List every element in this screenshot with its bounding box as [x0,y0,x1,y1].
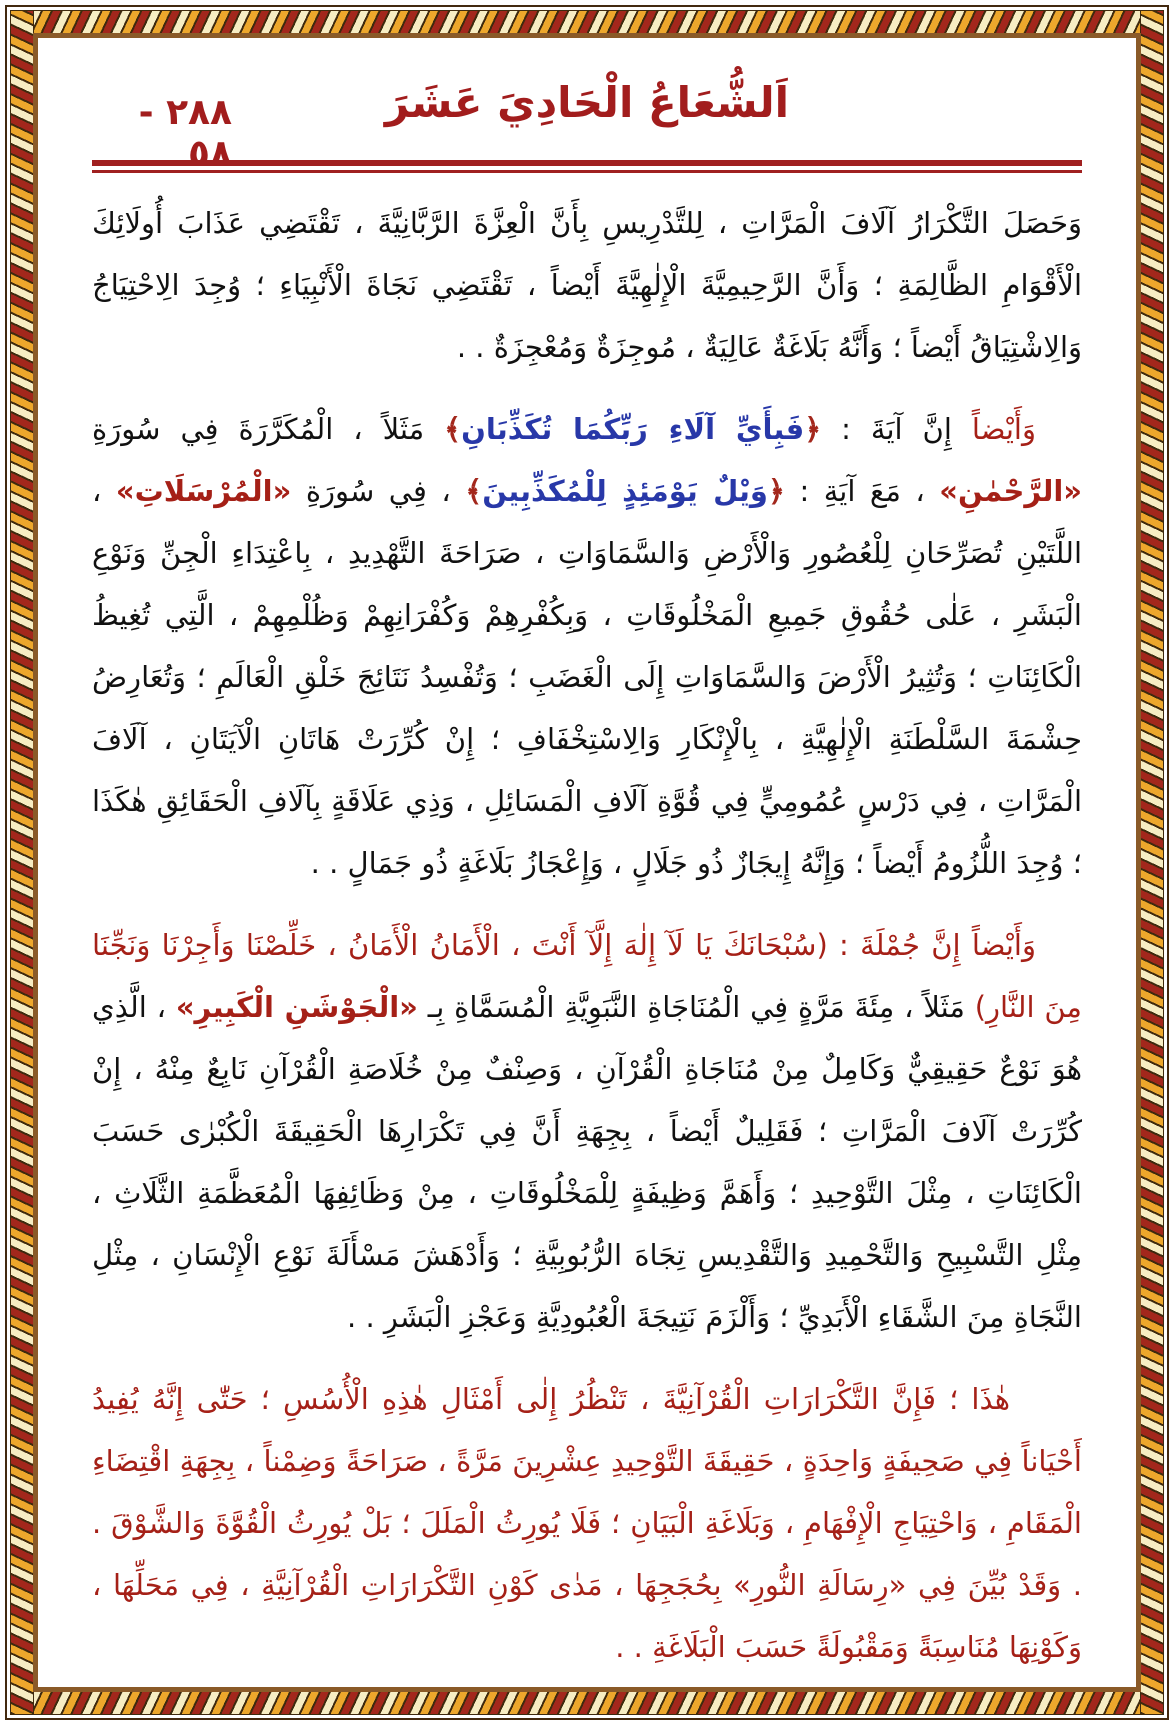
text-run: ، فِي سُورَةِ [291,474,466,508]
text-run: مَثَلاً ، الْمُكَرَّرَةَ فِي سُورَةِ [92,412,445,446]
page-header [92,78,1082,174]
sura-name: «الْمُرْسَلَاتِ» [115,474,292,508]
text-run: مَثَلاً ، مِئَةَ مَرَّةٍ فِي الْمُنَاجَاةِ النَّبَوِيَّةِ الْمُسَمَّاةِ بِـ [417,990,975,1024]
paragraph [92,398,1082,894]
decorative-border-right [1140,10,1164,1715]
header-divider [92,160,1082,173]
book-name: «الْجَوْشَنِ الْكَبِيرِ» [175,990,418,1024]
paragraph [92,914,1082,1348]
paragraph [92,192,1082,378]
ornate-bracket-close: ﴾ [444,412,462,446]
text-run: ، الَّذِي هُوَ نَوْعٌ حَقِيقِيٌّ وَكَامِلٌ مِنْ مُنَاجَاةِ الْقُرْآنِ ، وَصِنْفٌ مِنْ خُلَاصَةِ الْقُرْآنِ نَابِعٌ مِنْهُ ، إِنْ كُرِّرَتْ آلَافَ الْمَرَّاتِ ؛ فَقَلِيلٌ أَيْضاً ، بِجِهَةِ أَنَّ فِي تَكْرَارِهَا الْحَقِيقَةَ الْكُبْرٰى حَسَبَ الْكَائِنَاتِ ، مِثْلَ التَّوْحِيدِ ؛ وَأَهَمَّ وَظِيفَةٍ لِلْمَخْلُوقَاتِ ، مِنْ وَظَائِفِهَا الْمُعَظَّمَةِ الثَّلَاثِ ، مِثْلِ التَّسْبِيحِ وَالتَّحْمِيدِ وَالتَّقْدِيسِ تِجَاهَ الرُّبُوبِيَّةِ ؛ وَأَدْهَشَ مَسْأَلَةَ نَوْعِ الْإِنْسَانِ ، مِثْلِ النَّجَاةِ مِنَ الشَّقَاءِ الْأَبَدِيِّ ؛ وَأَلْزَمَ نَتِيجَةَ الْعُبُودِيَّةِ وَعَجْزِ الْبَشَرِ . . [92,990,1082,1334]
paragraph [92,1368,1082,1665]
dua-quote: وَأَيْضاً إِنَّ جُمْلَةَ : (سُبْحَانَكَ يَا لَآ إِلٰهَ إِلَّآ أَنْتَ ، الْأَمَانُ الْأَمَانُ ، خَلِّصْنَا وَأَجِرْنَا وَنَجِّنَا مِنَ النَّارِ) [92,928,1082,1024]
text-run: ، مَعَ آيَةِ : [784,474,940,508]
text-run: ، اللَّتَيْنِ تُصَرِّحَانِ لِلْعُصُورِ وَالْأَرْضِ وَالسَّمَاوَاتِ ، صَرَاحَةَ التَّهْدِيدِ ، بِاعْتِدَاءِ الْجِنِّ وَنَوْعِ الْبَشَرِ ، عَلٰى حُقُوقِ جَمِيعِ الْمَخْلُوقَاتِ ، وَبِكُفْرِهِمْ وَكُفْرَانِهِمْ وَظُلْمِهِمْ ، الَّتِي تُغِيظُ الْكَائِنَاتِ ؛ وَتُثِيرُ الْأَرْضَ وَالسَّمَاوَاتِ إِلَى الْغَضَبِ ؛ وَتُفْسِدُ نَتَائِجَ خَلْقِ الْعَالَمِ ؛ وَتُعَارِضُ حِشْمَةَ السَّلْطَنَةِ الْإِلٰهِيَّةِ ، بِالْإِنْكَارِ وَالِاسْتِخْفَافِ ؛ إِنْ كُرِّرَتْ هَاتَانِ الْآيَتَانِ ، آلَافَ الْمَرَّاتِ ، فِي دَرْسٍ عُمُومِيٍّ فِي قُوَّةِ آلَافِ الْمَسَائِلِ ، وَذِي عَلَاقَةٍ بِآلَافِ الْحَقَائِقِ هٰكَذَا ؛ وُجِدَ اللُّزُومُ أَيْضاً ؛ وَإِنَّهُ إِيجَازٌ ذُو جَلَالٍ ، وَإِعْجَازُ بَلَاغَةٍ ذُو جَمَالٍ . . [92,474,1082,880]
text-run: وَأَيْضاً [971,412,1036,446]
decorative-border-left [10,10,34,1715]
ornate-bracket-open: ﴿ [767,474,785,508]
text-run: هٰذَا ؛ فَإِنَّ التَّكْرَارَاتِ الْقُرْآنِيَّةَ ، تَنْظُرُ إِلٰى أَمْثَالِ هٰذِهِ الْأُسُسِ ؛ حَتّٰى إِنَّهُ يُفِيدُ أَحْيَاناً فِي صَحِيفَةٍ وَاحِدَةٍ ، حَقِيقَةَ التَّوْحِيدِ عِشْرِينَ مَرَّةً ، صَرَاحَةً وَضِمْناً ، بِجِهَةِ اقْتِضَاءِ الْمَقَامِ ، وَاحْتِيَاجِ الْإِفْهَامِ ، وَبَلَاغَةِ الْبَيَانِ ؛ فَلَا يُورِثُ الْمَلَلَ ؛ بَلْ يُورِثُ الْقُوَّةَ وَالشَّوْقَ . . وَقَدْ بُيِّنَ فِي «رِسَالَةِ النُّورِ» بِحُجَجِهَا ، مَدٰى كَوْنِ التَّكْرَارَاتِ الْقُرْآنِيَّةِ ، فِي مَحَلِّهَا ، وَكَوْنِهَا مُنَاسِبَةً وَمَقْبُولَةً حَسَبَ الْبَلَاغَةِ . . [92,1382,1082,1664]
body-text [92,192,1082,1665]
decorative-border-top [10,10,1164,34]
page-title: اَلشُّعَاعُ الْحَادِيَ عَشَرَ [384,78,790,127]
sura-name: «الرَّحْمٰنِ» [939,474,1082,508]
ornate-bracket-open: ﴿ [804,412,822,446]
quran-verse: فَبِأَيِّ آلَاءِ رَبِّكُمَا تُكَذِّبَانِ [461,412,805,446]
decorative-border-bottom [10,1691,1164,1715]
text-run: وَحَصَلَ التَّكْرَارُ آلَافَ الْمَرَّاتِ ، لِلتَّدْرِيسِ بِأَنَّ الْعِزَّةَ الرَّبَّانِيَّةَ ، تَقْتَضِي عَذَابَ أُولَائِكَ الْأَقْوَامِ الظَّالِمَةِ ؛ وَأَنَّ الرَّحِيمِيَّةَ الْإِلٰهِيَّةَ أَيْضاً ، تَقْتَضِي نَجَاةَ الْأَنْبِيَاءِ ؛ وُجِدَ الِاحْتِيَاجُ وَالِاشْتِيَاقُ أَيْضاً ؛ وَأَنَّهُ بَلَاغَةٌ عَالِيَةٌ ، مُوجِزَةٌ وَمُعْجِزَةٌ . . [92,206,1082,364]
page-number: ٢٨٨ - ٥٨ [138,92,232,174]
ornate-bracket-close: ﴾ [465,474,483,508]
text-run: إِنَّ آيَةَ : [821,412,972,446]
quran-verse: وَيْلٌ يَوْمَئِذٍ لِلْمُكَذِّبِينَ [482,474,768,508]
